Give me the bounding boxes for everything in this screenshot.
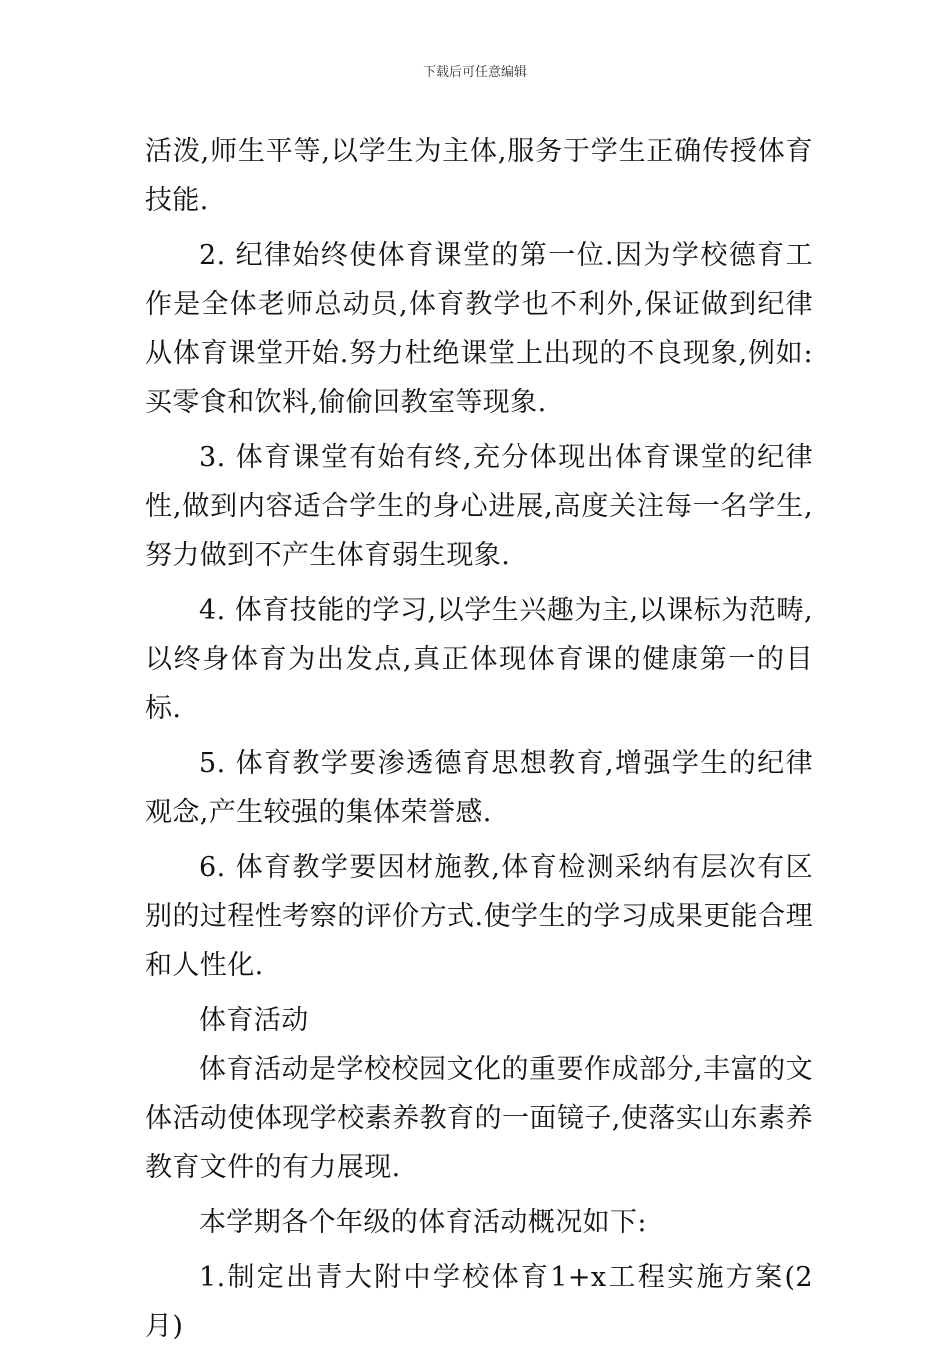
paragraph-item-4: 4. 体育技能的学习,以学生兴趣为主,以课标为范畴,以终身体育为出发点,真正体现体育课的健康第一的目标. bbox=[145, 595, 813, 724]
section-heading: 体育活动 bbox=[199, 1005, 309, 1036]
paragraph-item-2: 2. 纪律始终使体育课堂的第一位.因为学校德育工作是全体老师总动员,体育教学也不利外,保证做到纪律从体育课堂开始.努力杜绝课堂上出现的不良现象,例如:买零食和饮料,偷偷回教室等现象. bbox=[145, 240, 813, 418]
paragraph-item-6: 6. 体育教学要因材施教,体育检测采纳有层次有区别的过程性考察的评价方式.使学生的学习成果更能合理和人性化. bbox=[145, 852, 813, 981]
paragraph-item-3: 3. 体育课堂有始有终,充分体现出体育课堂的纪律性,做到内容适合学生的身心进展,高度关注每一名学生,努力做到不产生体育弱生现象. bbox=[145, 442, 813, 571]
paragraph-item-5: 5. 体育教学要渗透德育思想教育,增强学生的纪律观念,产生较强的集体荣誉感. bbox=[145, 748, 813, 828]
paragraph-activity-item-1: 1.制定出青大附中学校体育1+x工程实施方案(2月) bbox=[145, 1262, 813, 1342]
document-body bbox=[145, 127, 813, 1351]
page-header: 下载后可任意编辑 bbox=[422, 65, 527, 80]
paragraph-continuation: 活泼,师生平等,以学生为主体,服务于学生正确传授体育技能. bbox=[145, 136, 813, 216]
paragraph-activities-intro: 体育活动是学校校园文化的重要作成部分,丰富的文体活动使体现学校素养教育的一面镜子,使落实山东素养教育文件的有力展现. bbox=[145, 1054, 813, 1183]
paragraph-activities-overview: 本学期各个年级的体育活动概况如下: bbox=[199, 1207, 647, 1238]
